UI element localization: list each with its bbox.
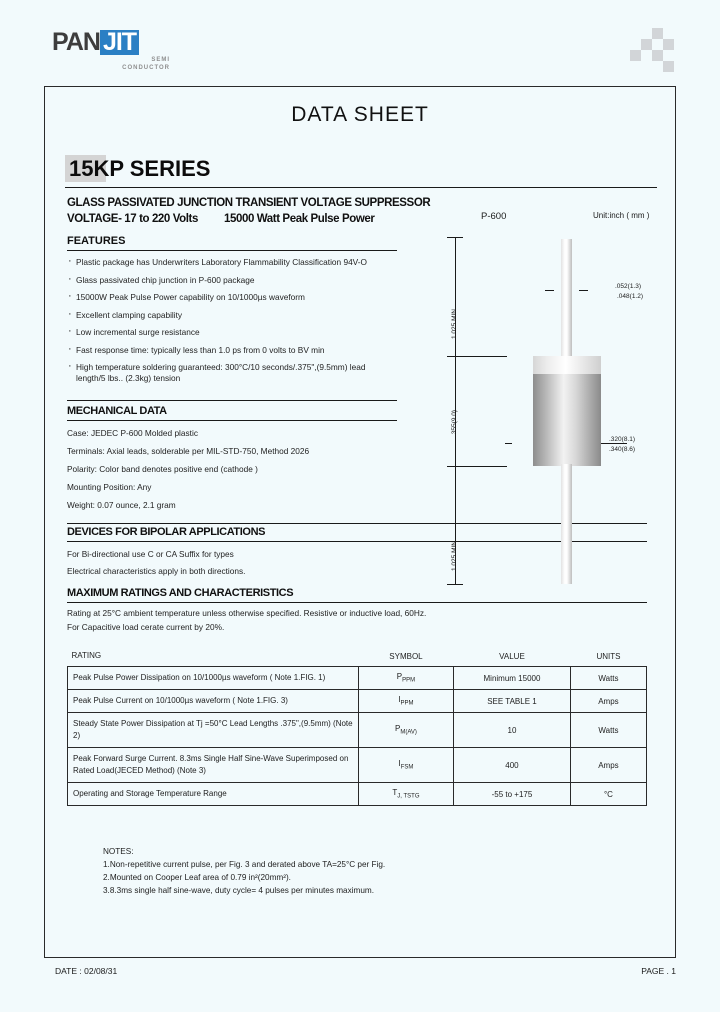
cell-symbol: [358, 690, 453, 713]
dim-label-body-length: .355(9.0): [451, 409, 458, 436]
features-heading: FEATURES: [67, 235, 126, 247]
list-item: · Plastic package has Underwriters Laboratory Flammability Classification 94V-O: [67, 257, 397, 268]
mechanical-top-divider: [67, 400, 397, 401]
features-section: [67, 235, 397, 391]
cell-symbol: [358, 748, 453, 783]
symbol-main: P: [396, 672, 403, 682]
footer-page-number: PAGE . 1: [641, 966, 676, 976]
mechanical-divider: [67, 420, 397, 421]
symbol-sub: PPM: [402, 677, 416, 684]
bipolar-line: For Bi-directional use C or CA Suffix for types: [67, 549, 234, 559]
package-unit-label: Unit:inch ( mm ): [593, 211, 650, 220]
symbol-main: I: [398, 759, 401, 769]
list-item: · Excellent clamping capability: [67, 310, 397, 321]
logo-subtext-conductor: CONDUCTOR: [122, 65, 170, 71]
cathode-band: [533, 356, 601, 374]
symbol-sub: J, TSTG: [397, 793, 420, 800]
note-item: 3.8.3ms single half sine-wave, duty cycle= 4 pulses per minutes maximum.: [103, 886, 374, 895]
logo-text-pan: PAN: [52, 28, 100, 56]
cell-rating: Peak Pulse Power Dissipation on 10/1000µs waveform ( Note 1.FIG. 1): [68, 667, 359, 690]
bipolar-line: Electrical characteristics apply in both directions.: [67, 566, 246, 576]
note-item: 1.Non-repetitive current pulse, per Fig. 3 and derated above TA=25°C per Fig.: [103, 860, 386, 869]
max-ratings-note: For Capacitive load cerate current by 20%.: [67, 622, 225, 632]
dimension-tick-mid-upper: [447, 356, 507, 357]
series-divider: [65, 187, 657, 188]
cell-value: Minimum 15000: [454, 667, 571, 690]
symbol-main: T: [392, 788, 398, 798]
dim-label-lead-dia-1: .052(1.3): [615, 283, 642, 290]
max-ratings-note: Rating at 25°C ambient temperature unless otherwise specified. Resistive or inductive load, 60Hz.: [67, 608, 427, 618]
list-item: · 15000W Peak Pulse Power capability on 10/1000µs waveform: [67, 292, 397, 303]
cell-units: Amps: [570, 690, 646, 713]
dim-label-body-dia-2: .340(8.6): [609, 446, 636, 453]
column-header-units: UNITS: [570, 647, 646, 667]
notes-section: [103, 845, 533, 897]
cell-symbol: [358, 667, 453, 690]
mechanical-line: Mounting Position: Any: [67, 482, 152, 492]
dim-label-body-dia-1: .320(8.1): [609, 436, 636, 443]
body-diameter-leader-right: [601, 443, 627, 444]
dimension-tick-mid-lower: [447, 466, 507, 467]
cell-units: Watts: [570, 713, 646, 748]
ratings-table: [67, 647, 647, 806]
cell-value: 10: [454, 713, 571, 748]
max-ratings-divider: [67, 602, 647, 603]
cell-rating: Peak Forward Surge Current. 8.3ms Single Half Sine-Wave Superimposed on Rated Load(JECED Method) (Note 3): [68, 748, 359, 783]
mechanical-heading: MECHANICAL DATA: [67, 405, 167, 417]
table-row: [68, 748, 647, 783]
symbol-sub: M(AV): [400, 729, 417, 736]
body-diameter-leader-left: [505, 443, 512, 444]
headline-power: 15000 Watt Peak Pulse Power: [223, 213, 375, 225]
cell-units: Watts: [570, 667, 646, 690]
cell-value: SEE TABLE 1: [454, 690, 571, 713]
series-title: 15KP SERIES: [69, 156, 211, 181]
cell-symbol: [358, 713, 453, 748]
lead-wire-top: [561, 239, 572, 357]
company-logo: [52, 30, 192, 76]
list-item: · High temperature soldering guaranteed: 300°C/10 seconds/.375",(9.5mm) lead length/5 lbs.. (2.3kg) tension: [67, 362, 397, 384]
table-row: [68, 667, 647, 690]
note-item: 2.Mounted on Cooper Leaf area of 0.79 in²(20mm²).: [103, 873, 291, 882]
footer-date: DATE : 02/08/31: [55, 966, 118, 976]
cell-rating: Peak Pulse Current on 10/1000µs waveform ( Note 1.FIG. 3): [68, 690, 359, 713]
dim-label-lead-dia-2: .048(1.2): [617, 293, 644, 300]
table-row: [68, 713, 647, 748]
column-header-value: VALUE: [454, 647, 571, 667]
logo-text-jit: JIT: [100, 30, 139, 55]
mechanical-line: Terminals: Axial leads, solderable per MIL-STD-750, Method 2026: [67, 446, 310, 456]
cell-value: -55 to +175: [454, 783, 571, 806]
list-item: · Fast response time: typically less than 1.0 ps from 0 volts to BV min: [67, 345, 397, 356]
features-list: [67, 257, 397, 384]
lead-wire-bottom: [561, 464, 572, 584]
cell-rating: Operating and Storage Temperature Range: [68, 783, 359, 806]
lead-diameter-leader-right: [579, 290, 588, 291]
cell-value: 400: [454, 748, 571, 783]
symbol-sub: PPM: [400, 700, 414, 707]
bipolar-heading: DEVICES FOR BIPOLAR APPLICATIONS: [67, 526, 266, 538]
headline-voltage: VOLTAGE- 17 to 220 Volts: [67, 213, 198, 225]
table-row: [68, 690, 647, 713]
list-item: · Low incremental surge resistance: [67, 327, 397, 338]
decorative-square-pattern: [630, 28, 676, 72]
column-header-rating: RATING: [68, 647, 359, 667]
mechanical-data-section: [67, 400, 397, 518]
headline-description: GLASS PASSIVATED JUNCTION TRANSIENT VOLTAGE SUPPRESSOR: [67, 197, 431, 209]
cell-units: °C: [570, 783, 646, 806]
dimension-tick-bottom: [447, 584, 463, 585]
column-header-symbol: SYMBOL: [358, 647, 453, 667]
dim-label-lead-top: 1.025 MIN: [451, 309, 458, 339]
symbol-sub: FSM: [400, 764, 414, 771]
dimension-tick-top: [447, 237, 463, 238]
series-title-block: [65, 155, 210, 182]
package-name-label: P-600: [481, 211, 507, 222]
logo-wordmark: [52, 30, 192, 56]
dim-label-lead-bottom: 1.025 MIN: [451, 541, 458, 571]
logo-subtext-semi: SEMI: [151, 57, 170, 63]
package-outline-drawing: [433, 211, 661, 601]
mechanical-line: Polarity: Color band denotes positive end (cathode ): [67, 464, 258, 474]
page-title: DATA SHEET: [291, 103, 429, 126]
symbol-main: I: [398, 695, 401, 705]
mechanical-line: Case: JEDEC P-600 Molded plastic: [67, 428, 198, 438]
features-divider: [67, 250, 397, 251]
cell-symbol: [358, 783, 453, 806]
table-row: [68, 783, 647, 806]
symbol-main: P: [394, 724, 401, 734]
document-page-frame: [44, 86, 676, 958]
cell-rating: Steady State Power Dissipation at Tj =50°C Lead Lengths .375",(9.5mm) (Note 2): [68, 713, 359, 748]
mechanical-line: Weight: 0.07 ounce, 2.1 gram: [67, 500, 176, 510]
table-header-row: [68, 647, 647, 667]
notes-heading: NOTES:: [103, 847, 134, 856]
max-ratings-heading: MAXIMUM RATINGS AND CHARACTERISTICS: [67, 587, 294, 599]
lead-diameter-leader-left: [545, 290, 554, 291]
cell-units: Amps: [570, 748, 646, 783]
list-item: · Glass passivated chip junction in P-600 package: [67, 275, 397, 286]
